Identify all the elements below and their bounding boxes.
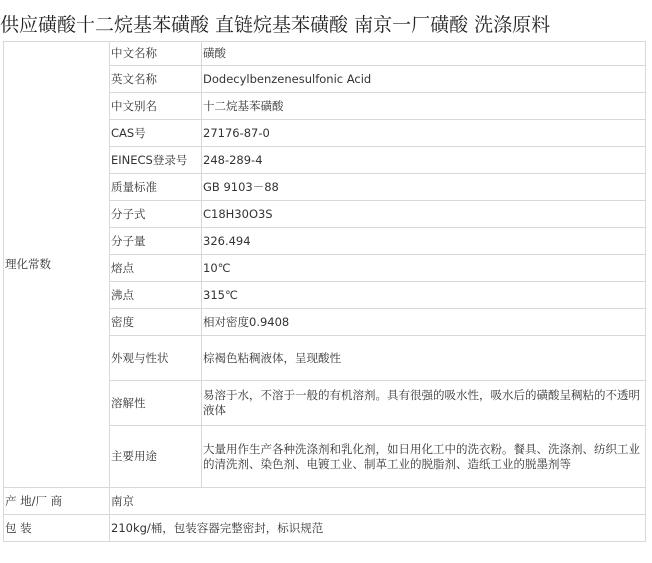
row-value: GB 9103－88 <box>202 174 646 201</box>
row-label: EINECS登录号 <box>110 147 202 174</box>
row-value: 相对密度0.9408 <box>202 309 646 336</box>
row-value: C18H30O3S <box>202 201 646 228</box>
row-label: 沸点 <box>110 282 202 309</box>
row-value: 10℃ <box>202 255 646 282</box>
row-value: 27176-87-0 <box>202 120 646 147</box>
row-label: 分子量 <box>110 228 202 255</box>
group-label: 理化常数 <box>4 42 110 488</box>
row-label: 中文名称 <box>110 42 202 66</box>
row-label: 外观与性状 <box>110 336 202 381</box>
row-value: 南京 <box>110 488 646 515</box>
row-label: 熔点 <box>110 255 202 282</box>
row-label: 溶解性 <box>110 381 202 426</box>
table-row <box>4 42 646 66</box>
row-value: 易溶于水，不溶于一般的有机溶剂。具有很强的吸水性，吸水后的磺酸呈稠粘的不透明液体 <box>202 381 646 426</box>
row-value: Dodecylbenzenesulfonic Acid <box>202 66 646 93</box>
row-value: 248-289-4 <box>202 147 646 174</box>
row-value: 十二烷基苯磺酸 <box>202 93 646 120</box>
table-row <box>4 515 646 542</box>
row-label: 产 地/厂 商 <box>4 488 110 515</box>
row-value: 磺酸 <box>202 42 646 66</box>
row-value: 210kg/桶，包装容器完整密封，标识规范 <box>110 515 646 542</box>
row-value: 棕褐色粘稠液体，呈现酸性 <box>202 336 646 381</box>
row-label: 质量标准 <box>110 174 202 201</box>
row-value: 326.494 <box>202 228 646 255</box>
specification-table <box>3 41 646 542</box>
row-label: 英文名称 <box>110 66 202 93</box>
row-value: 315℃ <box>202 282 646 309</box>
row-label: 中文别名 <box>110 93 202 120</box>
row-label: 包 装 <box>4 515 110 542</box>
page-title: 供应磺酸十二烷基苯磺酸 直链烷基苯磺酸 南京一厂磺酸 洗涤原料 <box>0 14 551 36</box>
row-label: 主要用途 <box>110 426 202 488</box>
row-label: 密度 <box>110 309 202 336</box>
row-label: CAS号 <box>110 120 202 147</box>
row-value: 大量用作生产各种洗涤剂和乳化剂，如日用化工中的洗衣粉。餐具、洗涤剂、纺织工业的清洗剂、染色剂、电镀工业、制革工业的脱脂剂、造纸工业的脱墨剂等 <box>202 426 646 488</box>
row-label: 分子式 <box>110 201 202 228</box>
table-row <box>4 488 646 515</box>
